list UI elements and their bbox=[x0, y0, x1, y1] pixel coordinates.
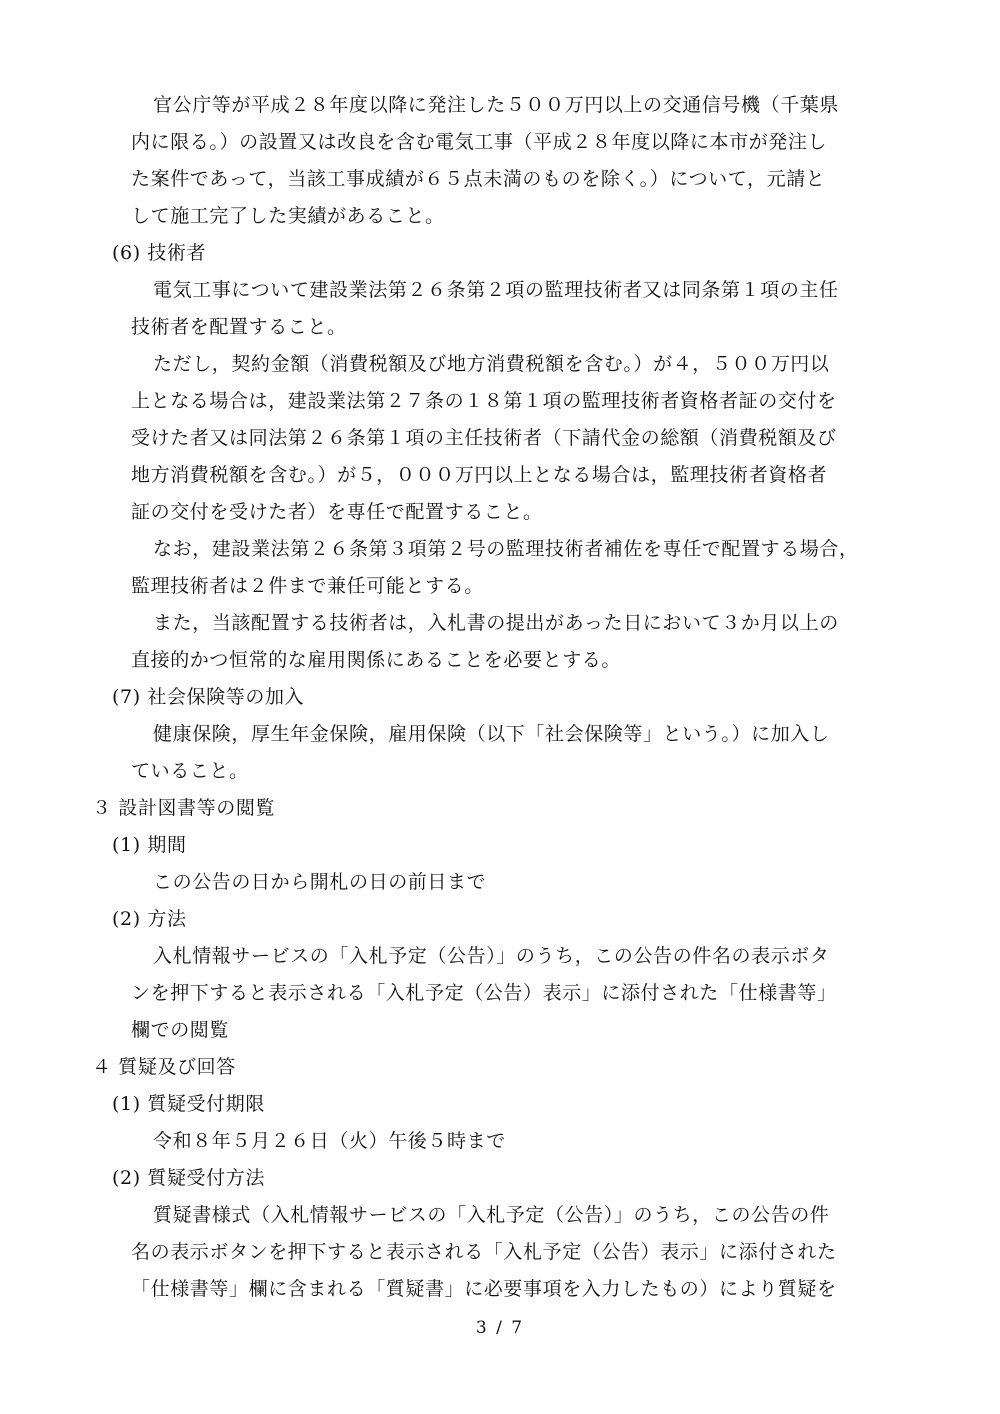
text-line: 「仕様書等」欄に含まれる「質疑書」に必要事項を入力したもの）により質疑を bbox=[131, 1278, 837, 1300]
section-heading: (2) 質疑受付方法 bbox=[112, 1167, 265, 1189]
text-line: ンを押下すると表示される「入札予定（公告）表示」に添付された「仕様書等」 bbox=[131, 982, 837, 1004]
text-line: 地方消費税額を含む。）が５，０００万円以上となる場合は，監理技術者資格者 bbox=[131, 464, 828, 486]
text-line: ていること。 bbox=[131, 760, 249, 782]
chapter-heading: ３ 設計図書等の閲覧 bbox=[92, 797, 276, 819]
text-line: ただし，契約金額（消費税額及び地方消費税額を含む。）が４，５００万円以 bbox=[153, 353, 830, 375]
text-line: なお，建設業法第２６条第３項第２号の監理技術者補佐を専任で配置する場合， bbox=[153, 538, 859, 560]
chapter-heading: ４ 質疑及び回答 bbox=[92, 1056, 236, 1078]
text-line: 名の表示ボタンを押下すると表示される「入札予定（公告）表示」に添付された bbox=[131, 1241, 837, 1263]
section-heading: (2) 方法 bbox=[112, 908, 187, 930]
text-line: また，当該配置する技術者は，入札書の提出があった日において３か月以上の bbox=[153, 612, 839, 634]
text-line: 技術者を配置すること。 bbox=[131, 316, 347, 338]
text-line: 令和８年５月２６日（火）午後５時まで bbox=[153, 1130, 506, 1152]
text-line: 証の交付を受けた者）を専任で配置すること。 bbox=[131, 501, 543, 523]
text-line: 受けた者又は同法第２６条第１項の主任技術者（下請代金の総額（消費税額及び bbox=[131, 427, 837, 449]
text-line: して施工完了した実績があること。 bbox=[131, 205, 445, 227]
text-line: 質疑書様式（入札情報サービスの「入札予定（公告）」のうち，この公告の件 bbox=[153, 1204, 830, 1226]
text-line: 健康保険，厚生年金保険，雇用保険（以下「社会保険等」という。）に加入し bbox=[153, 723, 830, 745]
section-heading: (1) 期間 bbox=[112, 834, 187, 856]
text-line: 入札情報サービスの「入札予定（公告）」のうち，この公告の件名の表示ボタ bbox=[153, 945, 830, 967]
section-heading: (1) 質疑受付期限 bbox=[112, 1093, 265, 1115]
text-line: た案件であって，当該工事成績が６５点未満のものを除く。）について，元請と bbox=[131, 168, 826, 190]
text-line: 監理技術者は２件まで兼任可能とする。 bbox=[131, 575, 484, 597]
text-line: 内に限る。）の設置又は改良を含む電気工事（平成２８年度以降に本市が発注し bbox=[131, 131, 828, 153]
text-line: 直接的かつ恒常的な雇用関係にあることを必要とする。 bbox=[131, 649, 622, 671]
text-line: この公告の日から開札の日の前日まで bbox=[153, 871, 487, 893]
text-line: 官公庁等が平成２８年度以降に発注した５００万円以上の交通信号機（千葉県 bbox=[153, 94, 840, 116]
text-line: 欄での閲覧 bbox=[131, 1019, 230, 1041]
page-number: 3 / 7 bbox=[475, 1318, 525, 1338]
text-line: 上となる場合は，建設業法第２７条の１８第１項の監理技術者資格者証の交付を bbox=[131, 390, 837, 412]
section-heading: (7) 社会保険等の加入 bbox=[112, 686, 305, 708]
text-line: 電気工事について建設業法第２６条第２項の監理技術者又は同条第１項の主任 bbox=[153, 279, 839, 301]
section-heading: (6) 技術者 bbox=[112, 242, 207, 264]
